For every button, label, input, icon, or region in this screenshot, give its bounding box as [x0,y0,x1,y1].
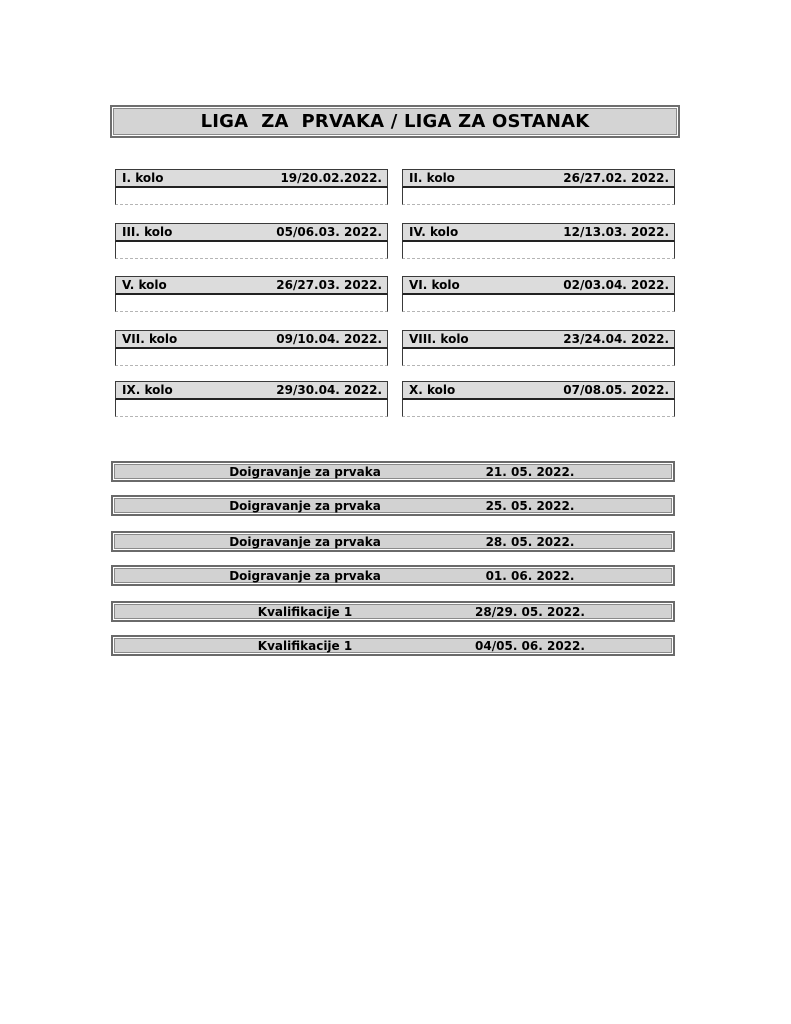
round-body [115,349,388,366]
qualification-label: Kvalifikacije 1 [257,604,353,619]
round-date: 02/03.04. 2022. [563,278,669,292]
playoff-bar-inner [114,464,672,479]
round-card-3 [115,223,388,259]
round-date: 12/13.03. 2022. [563,225,669,239]
round-card-9 [115,381,388,417]
round-header [402,330,675,349]
round-date: 26/27.02. 2022. [563,171,669,185]
round-body [115,242,388,259]
round-label: VII. kolo [122,332,178,346]
round-card-5 [115,276,388,312]
playoff-bar-inner [114,498,672,513]
round-label: IX. kolo [122,383,173,397]
playoff-bar-2 [111,495,675,516]
round-header [115,330,388,349]
round-body [402,295,675,312]
qualification-date: 28/29. 05. 2022. [475,604,585,619]
round-header [115,381,388,400]
round-date: 07/08.05. 2022. [563,383,669,397]
playoff-date: 28. 05. 2022. [485,534,575,549]
round-card-6 [402,276,675,312]
round-body [402,400,675,417]
round-header [402,169,675,188]
round-header [402,381,675,400]
round-card-1 [115,169,388,205]
round-label: II. kolo [409,171,455,185]
playoff-bar-3 [111,531,675,552]
playoff-date: 25. 05. 2022. [485,498,575,513]
round-date: 09/10.04. 2022. [276,332,382,346]
round-label: VI. kolo [409,278,460,292]
round-body [402,349,675,366]
round-label: III. kolo [122,225,173,239]
round-body [115,188,388,205]
round-label: X. kolo [409,383,456,397]
round-header [402,276,675,295]
round-body [402,188,675,205]
playoff-date: 01. 06. 2022. [485,568,575,583]
round-header [115,276,388,295]
qualification-bar-inner [114,604,672,619]
round-header [115,223,388,242]
playoff-label: Doigravanje za prvaka [229,498,381,513]
round-label: IV. kolo [409,225,459,239]
playoff-bar-inner [114,534,672,549]
round-label: VIII. kolo [409,332,469,346]
qualification-date: 04/05. 06. 2022. [475,638,585,653]
playoff-bar-inner [114,568,672,583]
round-card-7 [115,330,388,366]
round-date: 05/06.03. 2022. [276,225,382,239]
playoff-label: Doigravanje za prvaka [229,568,381,583]
playoff-label: Doigravanje za prvaka [229,464,381,479]
round-card-4 [402,223,675,259]
round-header [115,169,388,188]
round-label: V. kolo [122,278,167,292]
round-date: 26/27.03. 2022. [276,278,382,292]
playoff-bar-4 [111,565,675,586]
round-card-2 [402,169,675,205]
round-card-10 [402,381,675,417]
page-title-box [110,105,680,138]
round-date: 29/30.04. 2022. [276,383,382,397]
round-body [115,400,388,417]
round-body [402,242,675,259]
round-label: I. kolo [122,171,164,185]
round-body [115,295,388,312]
qualification-bar-2 [111,635,675,656]
round-card-8 [402,330,675,366]
playoff-label: Doigravanje za prvaka [229,534,381,549]
round-date: 19/20.02.2022. [280,171,382,185]
qualification-bar-inner [114,638,672,653]
page-title: LIGA ZA PRVAKA / LIGA ZA OSTANAK [113,108,677,135]
round-date: 23/24.04. 2022. [563,332,669,346]
playoff-date: 21. 05. 2022. [485,464,575,479]
round-header [402,223,675,242]
playoff-bar-1 [111,461,675,482]
qualification-label: Kvalifikacije 1 [257,638,353,653]
qualification-bar-1 [111,601,675,622]
